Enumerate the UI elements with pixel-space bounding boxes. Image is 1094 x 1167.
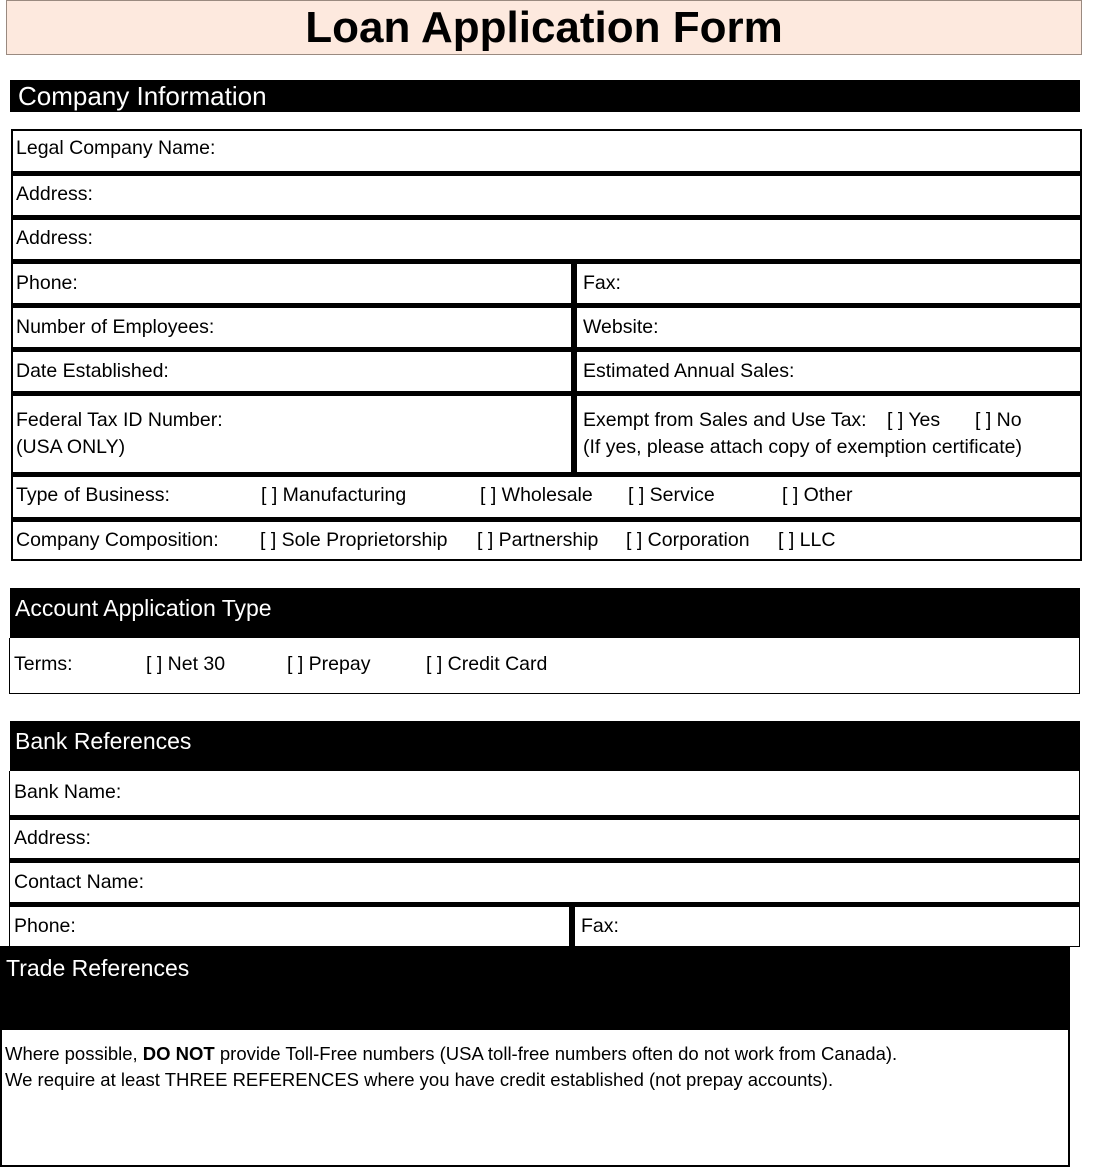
business-type-label: Type of Business: [16, 484, 170, 506]
composition-sole-proprietorship[interactable]: [ ] Sole Proprietorship [260, 529, 448, 551]
bank-name-label: Bank Name: [14, 781, 122, 803]
terms-prepay[interactable]: [ ] Prepay [287, 653, 371, 675]
account-type-header [10, 588, 1080, 638]
column-divider [569, 905, 575, 947]
divider [11, 215, 1082, 220]
divider [9, 815, 1080, 820]
business-type-service[interactable]: [ ] Service [628, 484, 715, 506]
divider [11, 472, 1082, 477]
website-label: Website: [583, 316, 659, 338]
trade-references-header [0, 946, 1070, 1030]
terms-net30[interactable]: [ ] Net 30 [146, 653, 226, 675]
trade-note-emphasis: DO NOT [142, 1043, 215, 1064]
trade-note-text: provide Toll-Free numbers (USA toll-free numbers often do not work from Canada). [214, 1043, 898, 1064]
trade-note-text: Where possible, [5, 1043, 143, 1064]
divider [11, 259, 1082, 264]
column-divider [571, 262, 577, 474]
bank-phone-label: Phone: [14, 915, 76, 937]
company-info-heading: Company Information [18, 81, 267, 111]
divider [11, 303, 1082, 308]
exempt-note: (If yes, please attach copy of exemption certificate) [583, 436, 1022, 458]
company-info-header [10, 80, 1080, 112]
legal-company-name-label: Legal Company Name: [16, 137, 216, 159]
divider [11, 517, 1082, 522]
fax-label: Fax: [583, 272, 621, 294]
trade-note-toll-free [1, 1041, 897, 1067]
employees-label: Number of Employees: [16, 316, 215, 338]
address-label: Address: [16, 183, 93, 205]
composition-corporation[interactable]: [ ] Corporation [626, 529, 750, 551]
date-established-label: Date Established: [16, 360, 169, 382]
annual-sales-label: Estimated Annual Sales: [583, 360, 795, 382]
composition-partnership[interactable]: [ ] Partnership [477, 529, 599, 551]
form-title: Loan Application Form [6, 0, 1082, 55]
trade-references-heading: Trade References [6, 955, 190, 981]
divider [9, 902, 1080, 907]
trade-note-three-references: We require at least THREE REFERENCES where you have credit established (not prepay accounts). [5, 1069, 834, 1090]
exempt-no-checkbox[interactable]: [ ] No [975, 409, 1022, 431]
bank-references-header [10, 721, 1080, 771]
exempt-label: Exempt from Sales and Use Tax: [583, 409, 867, 431]
bank-fax-label: Fax: [581, 915, 619, 937]
composition-label: Company Composition: [16, 529, 219, 551]
bank-address-label: Address: [14, 827, 91, 849]
divider [11, 391, 1082, 396]
phone-label: Phone: [16, 272, 78, 294]
terms-credit-card[interactable]: [ ] Credit Card [426, 653, 548, 675]
exempt-yes-checkbox[interactable]: [ ] Yes [887, 409, 941, 431]
tax-id-label: Federal Tax ID Number: [16, 409, 223, 431]
business-type-wholesale[interactable]: [ ] Wholesale [480, 484, 593, 506]
bank-contact-label: Contact Name: [14, 871, 145, 893]
business-type-manufacturing[interactable]: [ ] Manufacturing [261, 484, 407, 506]
composition-llc[interactable]: [ ] LLC [778, 529, 836, 551]
divider [9, 858, 1080, 863]
divider [11, 347, 1082, 352]
account-type-heading: Account Application Type [15, 595, 272, 621]
bank-references-heading: Bank References [15, 728, 192, 754]
tax-id-note: (USA ONLY) [16, 436, 126, 458]
divider [11, 171, 1082, 176]
business-type-other[interactable]: [ ] Other [782, 484, 853, 506]
terms-label: Terms: [14, 653, 73, 675]
address-label: Address: [16, 227, 93, 249]
